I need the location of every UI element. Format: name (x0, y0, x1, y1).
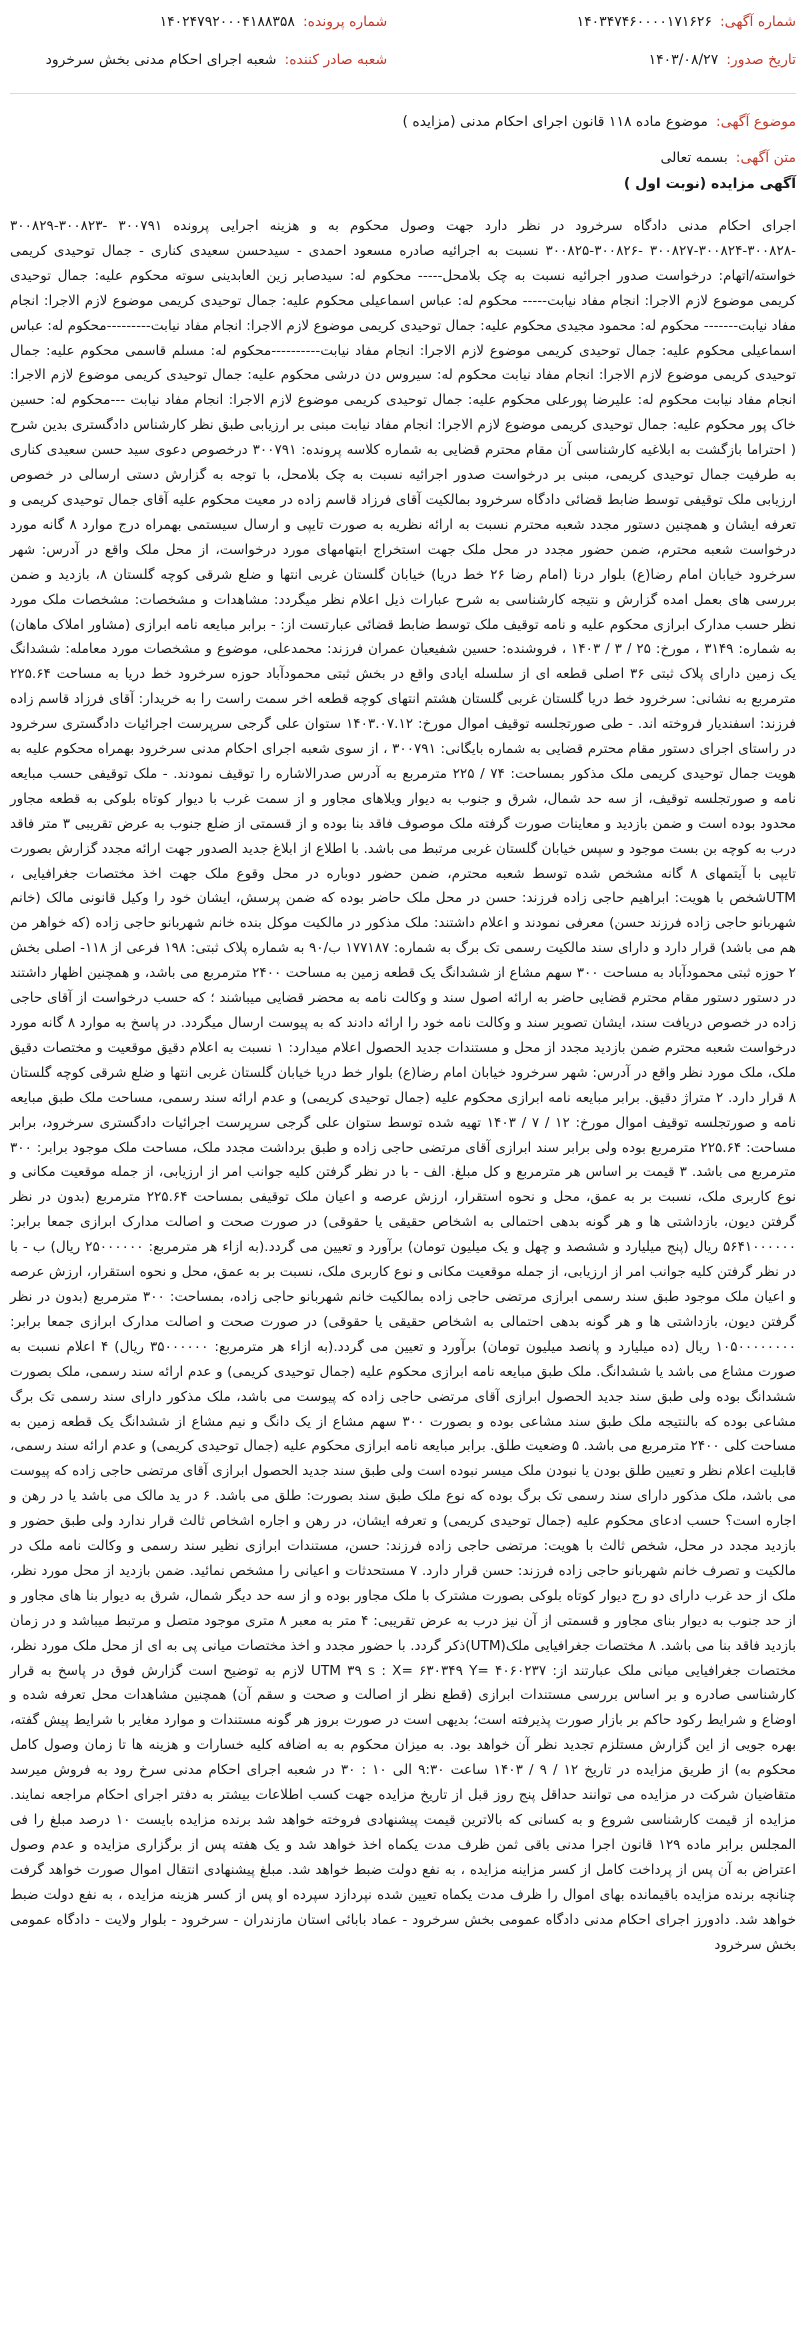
ad-number-label: شماره آگهی: (719, 14, 796, 30)
case-number (10, 14, 387, 30)
case-number-value: ۱۴۰۲۴۷۹۲۰۰۰۴۱۸۸۳۵۸ (159, 14, 295, 30)
ad-subtitle: آگهی مزایده (نوبت اول ) (623, 176, 796, 192)
issue-date-value: ۱۴۰۳/۰۸/۲۷ (648, 52, 719, 68)
header-row-1 (10, 14, 796, 52)
text-section-row (10, 150, 796, 166)
issuer (10, 52, 387, 68)
topic-row (10, 114, 796, 130)
topic-label: موضوع آگهی: (715, 114, 796, 130)
ad-number (419, 14, 796, 30)
header-row-2 (10, 52, 796, 90)
topic-value: موضوع ماده ۱۱۸ قانون اجرای احکام مدنی (مزایده ) (402, 114, 708, 130)
ad-body-text: اجرای احکام مدنی دادگاه سرخرود در نظر دارد جهت وصول محکوم به و هزینه اجرایی پرونده ۳۰۰۷۹۱ -۳۰۰۸۲۳-۳۰۰۸۲۹ -۳۰۰۸۲۸-۳۰۰۸۲۴-۳۰۰۸۲۷ -۳۰۰۸۲۶-۳۰۰۸۲۵ نسبت به اجرائیه صادره مسعود احمدی - سیدحسن سعیدی کناری - جمال توحیدی کریمی خواسته/اتهام: درخواست صدور اجرائیه نسبت به چک بلامحل----- محکوم له: سیدصابر زین العابدینی سوته محکوم علیه: جمال توحیدی کریمی موضوع لازم الاجرا: انجام مفاد نیابت----- محکوم له: عباس اسماعیلی محکوم علیه: جمال توحیدی کریمی موضوع لازم الاجرا: انجام مفاد نیابت------- محکوم له: محمود مجیدی محکوم علیه: جمال توحیدی کریمی موضوع لازم الاجرا: انجام مفاد نیابت---------محکوم له: عباس اسماعیلی محکوم علیه: جمال توحیدی کریمی موضوع لازم الاجرا: انجام مفاد نیابت----------محکوم له: مسلم قاسمی محکوم علیه: جمال توحیدی کریمی موضوع لازم الاجرا: انجام مفاد نیابت محکوم له: سیروس دن درشی محکوم علیه: جمال توحیدی کریمی موضوع لازم الاجرا: انجام مفاد نیابت محکوم له: علیرضا پورعلی محکوم علیه: جمال توحیدی کریمی موضوع لازم الاجرا: انجام مفاد نیابت ---محکوم له: حسین خاک پور محکوم علیه: جمال توحیدی کریمی موضوع لازم الاجرا: انجام مفاد نیابت مبنی بر ارزیابی طبق نظر کارشناس دادگستری بدین شرح ( احتراما بازگشت به ابلاغیه کارشناسی آن مقام محترم قضایی به شماره کلاسه پرونده: ۳۰۰۷۹۱ درخصوص دعوی سید حسن سعیدی کناری به طرفیت جمال توحیدی کریمی، مبنی بر درخواست صدور اجرائیه نسبت به چک بلامحل، با توجه به گزارش دستی ارسالی در خصوص ارزیابی ملک توقیفی توسط ضابط قضائی دادگاه سرخرود بمالکیت آقای فرزاد قاسم زاده در معیت محکوم علیه آقای جمال توحیدی کریمی و تعرفه ایشان و همچنین دستور مجدد شعبه محترم نسبت به ارائه نظریه به صورت تایپی و ارسال سیستمی بهمراه درج موارد ۸ گانه مورد درخواست شعبه محترم، ضمن حضور مجدد در محل ملک جهت استخراج ابتهامهای مورد درخواست، از محل ملک واقع در آدرس: شهر سرخرود خیابان امام رضا(ع) بلوار درنا (امام رضا ۲۶ خط دریا) خیابان گلستان غربی انتها و ضلع شرقی کوچه گلستان ۸، بازدید و ضمن بررسی های بعمل امده گزارش و نتیجه کارشناسی به شرح عبارات ذیل اعلام نظر میگردد: مشاهدات و مشخصات: مشخصات ملک مورد نظر حسب مدارک ابرازی محکوم علیه و نامه توقیف ملک توسط ضابط قضائی عبارتست از: - برابر مبایعه نامه ابرازی (مشاور املاک ماهان) به شماره: ۳۱۴۹ ، مورخ: ۲۵ / ۳ / ۱۴۰۳ ، فروشنده: حسین شفیعیان عمران فرزند: محمدعلی، موضوع و مشخصات مورد معامله: ششدانگ یک زمین دارای پلاک ثبتی ۳۶ اصلی قطعه ای از سلسله ایادی واقع در بخش ثبتی محمودآباد حوزه سرخرود خط دریا به مساحت ۲۲۵.۶۴ مترمربع به نشانی: سرخرود خط دریا گلستان غربی گلستان هشتم انتهای کوچه قطعه اخر سمت راست را به خریدار: آقای فرزاد قاسم زاده فرزند: اسفندیار فروخته اند. - طی صورتجلسه توقیف اموال مورخ: ۱۴۰۳.۰۷.۱۲ ستوان علی گرجی سرپرست اجرائیات دادگستری سرخرود در راستای اجرای دستور مقام محترم قضایی به شماره بایگانی: ۳۰۰۷۹۱ ، از سوی شعبه اجرای احکام مدنی سرخرود بهمراه محکوم علیه به هویت جمال توحیدی کریمی ملک مذکور بمساحت: ۷۴ / ۲۲۵ مترمربع به آدرس صدرالاشاره را توقیف نمودند. - ملک توقیفی حسب مبایعه نامه و صورتجلسه توقیف، از سه حد شمال، شرق و جنوب به دیوار ویلاهای مجاور و از سمت غرب با دیوار کوتاه بلوکی به قطعه مجاور محدود بوده است و ضمن بازدید و معاینات صورت گرفته ملک موصوف فاقد بنا بوده و از قسمتی از ضلع جنوب به عرض تقریبی ۳ متر فاقد درب به کوچه بن بست موجود و سپس خیابان گلستان غربی مرتبط می باشد. با اطلاع از ابلاغ جدید الصدور جهت ارائه مجدد گزارش بصورت تایپی با آیتمهای ۸ گانه مشخص شده توسط شعبه محترم، ضمن حضور دوباره در محل وقوع ملک جهت اخذ مختصات جغرافیایی ، UTMشخص با هویت: ابراهیم حاجی زاده فرزند: حسن در محل ملک حاضر بوده که ضمن پرسش، ایشان خود را وکیل قانونی مالک (خانم شهربانو حاجی زاده فرزند حسن) معرفی نمودند و اعلام داشتند: ملک مذکور در مالکیت موکل بنده خانم شهربانو حاجی زاده (که خواهر من هم می باشد) قرار دارد و دارای سند مالکیت رسمی تک برگ به شماره: ۱۷۷۱۸۷ ب/۹۰ به شماره پلاک ثبتی: ۱۹۸ فرعی از ۱۱۸- اصلی بخش ۲ حوزه ثبتی محمودآباد به مساحت ۳۰۰ سهم مشاع از ششدانگ یک قطعه زمین به مساحت ۲۴۰۰ مترمربع می باشد، و همچنین اظهار داشتند در دستور دستور مقام محترم قضایی حاضر به ارائه اصول سند و وکالت نامه به محضر قضایی میباشند ؛ که حسب درخواست از آقای حاجی زاده در خصوص دریافت سند، ایشان تصویر سند و وکالت نامه خود را ارائه دادند که به پیوست ارسال میگردد. در پاسخ به موارد ۸ گانه مورد درخواست شعبه محترم ضمن بازدید مجدد از محل و مستندات جدید الحصول اعلام میدارد: ۱ نسبت به اعلام دقیق موقعیت و مختصات دقیق ملک، ملک مورد نظر واقع در آدرس: شهر سرخرود خیابان امام رضا(ع) بلوار خط دریا خیابان گلستان غربی انتها و ضلع شرقی کوچه گلستان ۸ قرار دارد. ۲ متراژ دقیق. برابر مبایعه نامه ابرازی محکوم علیه (جمال توحیدی کریمی) و عدم ارائه سند رسمی، مساحت ملک طبق مبایعه نامه و صورتجلسه توقیف اموال مورخ: ۱۲ / ۷ / ۱۴۰۳ تهیه شده توسط ستوان علی گرجی سرپرست اجرائیات دادگستری سرخرود، برابر مساحت: ۲۲۵.۶۴ مترمربع بوده ولی برابر سند ابرازی آقای مرتضی حاجی زاده و طبق برداشت مجدد ملک، مساحت ملک موجود برابر: ۳۰۰ مترمربع می باشد. ۳ قیمت بر اساس هر مترمربع و کل مبلغ. الف - با در نظر گرفتن کلیه جوانب امر از ارزیابی، از جمله موقعیت مکانی و نوع کاربری ملک، نسبت بر به عمق، محل و نحوه استقرار، ارزش عرصه و اعیان ملک توقیفی بمساحت ۲۲۵.۶۴ مترمربع (بدون در نظر گرفتن دیون، بازداشتی ها و هر گونه بدهی احتمالی به اشخاص حقیقی یا حقوقی) در صورت صحت و اصالت مدارک ابرازی جمعا برابر: ۵۶۴۱۰۰۰۰۰۰ ریال (پنج میلیارد و ششصد و چهل و یک میلیون تومان) برآورد و تعیین می گردد.(به ازاء هر مترمربع: ۲۵۰۰۰۰۰۰ ریال) ب - با در نظر گرفتن کلیه جوانب امر از ارزیابی، از جمله موقعیت مکانی و نوع کاربری ملک، نسبت بر به عمق، محل و نحوه استقرار، ارزش عرصه و اعیان ملک موجود طبق سند رسمی ابرازی مرتضی حاجی زاده بمالکیت خانم شهربانو حاجی زاده، بمساحت: ۳۰۰ مترمربع (بدون در نظر گرفتن دیون، بازداشتی ها و هر گونه بدهی احتمالی به اشخاص حقیقی یا حقوقی) در صورت صحت و اصالت مدارک ابرازی جمعا برابر: ۱۰۵۰۰۰۰۰۰۰۰ ریال (ده میلیارد و پانصد میلیون تومان) برآورد و تعیین می گردد.(به ازاء هر مترمربع: ۳۵۰۰۰۰۰۰ ریال) ۴ اعلام نسبت به صورت مشاع می باشد یا ششدانگ. ملک طبق مبایعه نامه ابرازی محکوم علیه (جمال توحیدی کریمی) و عدم ارائه سند رسمی، ملک بصورت ششدانگ بوده ولی طبق سند جدید الحصول ابرازی آقای مرتضی حاجی زاده که پیوست می باشد، ملک مذکور دارای سند رسمی تک برگ مشاعی بوده که بالنتیجه ملک طبق سند مشاعی بوده و بصورت ۳۰۰ سهم مشاع از یک دانگ و نیم مشاع از ششدانگ یک قطعه زمین به مساحت کلی ۲۴۰۰ مترمربع می باشد. ۵ وضعیت طلق. برابر مبایعه نامه ابرازی محکوم علیه (جمال توحیدی کریمی) و عدم ارائه سند رسمی، قابلیت اعلام نظر و تعیین طلق بودن یا نبودن ملک میسر نبوده است ولی طبق سند جدید الحصول ابرازی آقای مرتضی حاجی زاده که پیوست می باشد، ملک مذکور دارای سند رسمی تک برگ بوده که نوع ملک طبق سند بصورت: طلق می باشد. ۶ در ید مالک می باشد یا در رهن و اجاره است؟ حسب ادعای محکوم علیه (جمال توحیدی کریمی) و تعرفه ایشان، در رهن و اجاره اشخاص ثالث قرار ندارد ولی طبق حضور و بازدید مجدد در محل، شخص ثالث با هویت: مرتضی حاجی زاده فرزند: حسن، مستندات ابرازی نظیر سند رسمی و وکالت نامه ملک در مالکیت و تصرف خانم شهربانو حاجی زاده فرزند: حسن قرار دارد. ۷ مستحدثات و اعیانی را مشخص نمائید. ضمن بازدید از محل مورد نظر، ملک از حد غرب دارای دو رج دیوار کوتاه بلوکی بصورت مشترک با ملک مجاور بوده و از سه حد دیگر شمال، شرق به دیوار بنا های مجاور و از حد جنوب به دیوار بنای مجاور و قسمتی از آن نیز درب به عرض تقریبی: ۴ متر به معبر ۸ متری موجود متصل و مرتبط میباشد و در زمان بازدید فاقد بنا می باشد. ۸ مختصات جغرافیایی ملک(UTM)ذکر گردد. با حضور مجدد و اخذ مختصات میانی پی به ای از محل ملک مورد نظر، مختصات جغرافیایی میانی ملک عبارتند از: UTM ۳۹ s : X= ۶۳۰۳۴۹ Y= ۴۰۶۰۲۳۷ لازم به توضیح است گزارش فوق در پاسخ به قرار کارشناسی صادره و بر اساس بررسی مستندات ابرازی (قطع نظر از اصالت و صحت و سقم آن) همچنین مشاهدات محل تعرفه شده و اوضاع و شرایط رکود حاکم بر بازار صورت پذیرفته است؛ بدیهی است در صورت بروز هر گونه مستندات و موارد مغایر با شرایط پیش گفته، بهره جویی از این گزارش مستلزم تجدید نظر آن خواهد بود. به میزان محکوم به به اضافه کلیه خسارات و هزینه ها تا زمان وصول کامل محکوم به) از طریق مزایده در تاریخ ۱۲ / ۹ / ۱۴۰۳ ساعت ۹:۳۰ الی ۱۰ : ۳۰ در شعبه اجرای احکام مدنی سرخ رود به فروش میرسد متقاضیان شرکت در مزایده می توانند حداقل پنج روز قبل از تاریخ مزایده جهت کسب اطلاعات بیشتر به دفتر اجرای احکام مراجعه نمایند. مزایده از قیمت کارشناسی شروع و به کسانی که بالاترین قیمت پیشنهادی فروخته خواهد شد برنده مزایده بایست ۱۰ درصد مبلغ را فی المجلس برابر ماده ۱۲۹ قانون اجرا مدنی باقی ثمن ظرف مدت یکماه اخذ خواهد شد و یک هفته پس از برگزاری مزایده و عدم وصول اعتراض به آن پس از پرداخت کامل از کسر مزاینه مزایده ، به نفع دولت ضبط خواهد شد. مبلغ پیشنهادی انتقال اموال صورت خواهد گرفت چنانچه برنده مزایده باقیمانده بهای اموال را ظرف مدت یکماه تعیین شده نپردازد سپرده او پس از کسر هزینه مزایده ، به نفع دولت ضبط خواهد شد. دادورز اجرای احکام مدنی دادگاه عمومی بخش سرخرود - عماد بابائی استان مازندران - سرخرود - بلوار ولایت - دادگاه عمومی بخش سرخرود (10, 218, 797, 1953)
ad-header (10, 0, 796, 94)
case-number-label: شماره پرونده: (302, 14, 388, 30)
issuer-label: شعبه صادر کننده: (284, 52, 388, 68)
issue-date (419, 52, 796, 68)
issuer-value: شعبه اجرای احکام مدنی بخش سرخرود (45, 52, 277, 68)
issue-date-label: تاریخ صدور: (726, 52, 796, 68)
ad-number-value: ۱۴۰۳۴۷۴۶۰۰۰۰۱۷۱۶۲۶ (576, 14, 712, 30)
intro-line: بسمه تعالی (660, 150, 728, 166)
text-section-label: متن آگهی: (735, 150, 796, 166)
